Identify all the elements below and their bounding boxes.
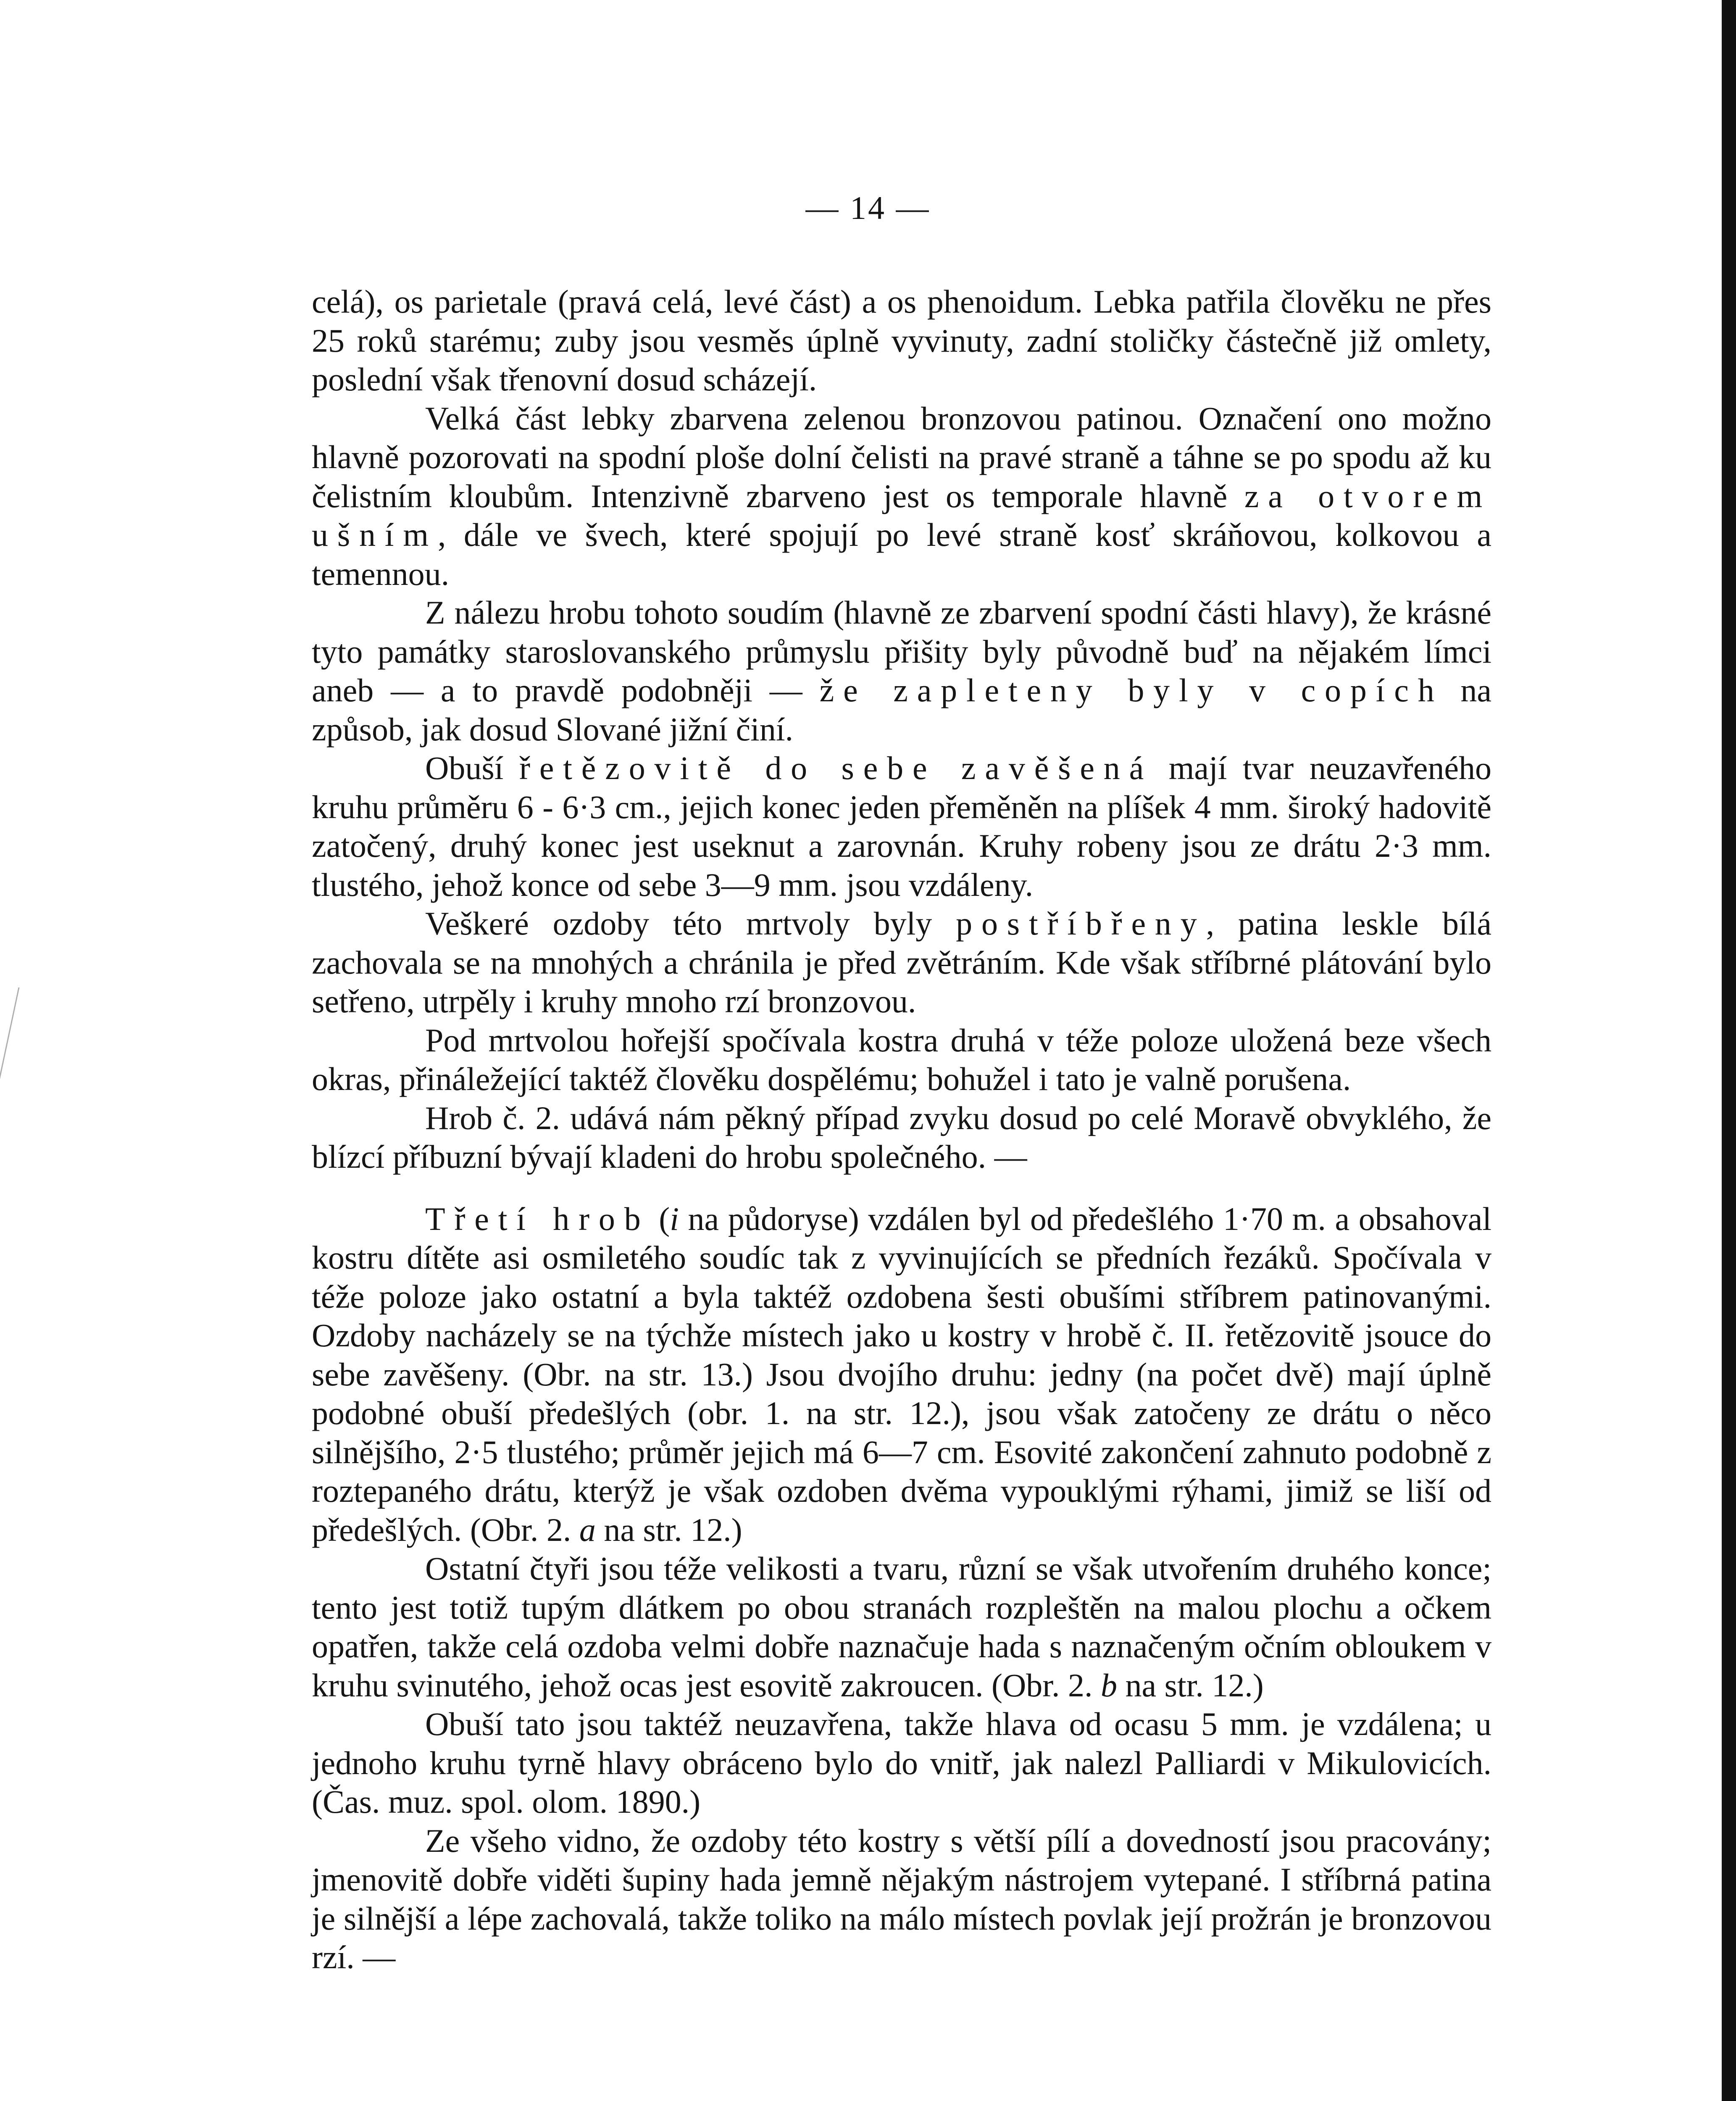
spaced-emphasis: řetězovitě do sebe zavěšená xyxy=(519,750,1153,786)
paragraph-1: celá), os parietale (pravá celá, levé část) a os phenoidum. Lebka patřila člověku ne přes 25 roků starému; zuby jsou vesměs úplně vyvinuty, zadní stoličky částečně již omlety, poslední však třenovní dosud scházejí. xyxy=(312,283,1491,398)
spaced-emphasis: postříbřeny xyxy=(956,905,1206,942)
paragraph-4: Obuší řetězovitě do sebe zavěšená mají tvar neuzavřeného kruhu průměru 6 - 6·3 cm., jejich konec jeden přeměněn na plíšek 4 mm. široký hadovitě zatočený, druhý konec jest useknut a zarovnán. Kruhy robeny jsou ze drátu 2·3 mm. tlustého, jehož konce od sebe 3—9 mm. jsou vzdáleny. xyxy=(312,750,1491,903)
paragraph-11: Ze všeho vidno, že ozdoby této kostry s větší pílí a dovedností jsou pracovány; jmenovitě dobře viděti šupiny hada jemně nějakým nástrojem vytepané. I stříbrná patina je silnější a lépe zachovalá, takže toliko na málo místech povlak její prožrán je bronzovou rzí. — xyxy=(312,1822,1491,1975)
spaced-emphasis: za otvorem ušním xyxy=(312,477,1491,553)
paragraph-3: Z nálezu hrobu tohoto soudím (hlavně ze zbarvení spodní části hlavy), že krásné tyto památky staroslovanského průmyslu přišity byly původně buď na nějakém límci aneb — a to pravdě podobněji — že zapleteny byly v copích na způsob, jak dosud Slované jižní činí. xyxy=(312,594,1491,748)
spaced-emphasis: že zapleteny byly v copích xyxy=(819,672,1444,708)
paragraph-7: Hrob č. 2. udává nám pěkný případ zvyku dosud po celé Moravě obvyklého, že blízcí příbuzní bývají kladeni do hrobu společného. — xyxy=(312,1099,1491,1175)
spaced-emphasis: Třetí hrob xyxy=(425,1200,650,1237)
scan-edge-right xyxy=(1722,0,1736,2101)
paragraph-8: Třetí hrob (i na půdoryse) vzdálen byl od předešlého 1·70 m. a obsahoval kostru dítěte asi osmiletého soudíc tak z vyvinujících se předních řezáků. Spočívala v téže poloze jako ostatní a byla taktéž ozdobena šesti obušími stříbrem patinovanými. Ozdoby nacházely se na týchže místech jako u kostry v hrobě č. II. řetězovitě jsouce do sebe zavěšeny. (Obr. na str. 13.) Jsou dvojího druhu: jedny (na počet dvě) mají úplně podobné obuší předešlých (obr. 1. na str. 12.), jsou však zatočeny ze drátu o něco silnějšího, 2·5 tlustého; průměr jejich má 6—7 cm. Esovité zakončení zahnuto podobně z roztepaného drátu, kterýž je však ozdoben dvěma vypouklými rýhami, jimiž se liší od předešlých. (Obr. 2. a na str. 12.) xyxy=(312,1200,1491,1548)
italic-letter: i xyxy=(670,1200,679,1237)
paragraph-9: Ostatní čtyři jsou téže velikosti a tvaru, různí se však utvořením druhého konce; tento jest totiž tupým dlátkem po obou stranách rozpleštěn na malou plochu a očkem opatřen, takže celá ozdoba velmi dobře naznačuje hada s naznačeným očním obloukem v kruhu svinutého, jehož ocas jest esovitě zakroucen. (Obr. 2. b na str. 12.) xyxy=(312,1550,1491,1703)
paragraph-10: Obuší tato jsou taktéž neuzavřena, takže hlava od ocasu 5 mm. je vzdálena; u jednoho kruhu tyrně hlavy obráceno bylo do vnitř, jak nalezl Palliardi v Mikulovicích. (Čas. muz. spol. olom. 1890.) xyxy=(312,1706,1491,1820)
italic-letter: a xyxy=(579,1511,596,1548)
paragraph-5: Veškeré ozdoby této mrtvoly byly postříbřeny, patina leskle bílá zachovala se na mnohých a chránila je před zvětráním. Kde však stříbrné plátování bylo setřeno, utrpěly i kruhy mnoho rzí bronzovou. xyxy=(312,905,1491,1019)
page-number: — 14 — xyxy=(805,190,931,226)
body-text xyxy=(312,282,1491,1977)
italic-letter: b xyxy=(1100,1667,1117,1703)
paragraph-2: Velká část lebky zbarvena zelenou bronzovou patinou. Označení ono možno hlavně pozorovati na spodní ploše dolní čelisti na pravé straně a táhne se po spodu až ku čelistním kloubům. Intenzivně zbarveno jest os temporale hlavně za otvorem ušním, dále ve švech, které spojují po levé straně kosť skráňovou, kolkovou a temennou. xyxy=(312,400,1491,592)
paragraph-6: Pod mrtvolou hořejší spočívala kostra druhá v téže poloze uložená beze všech okras, přináležející taktéž člověku dospělému; bohužel i tato je valně porušena. xyxy=(312,1022,1491,1097)
scan-edge-mark xyxy=(0,987,20,1088)
